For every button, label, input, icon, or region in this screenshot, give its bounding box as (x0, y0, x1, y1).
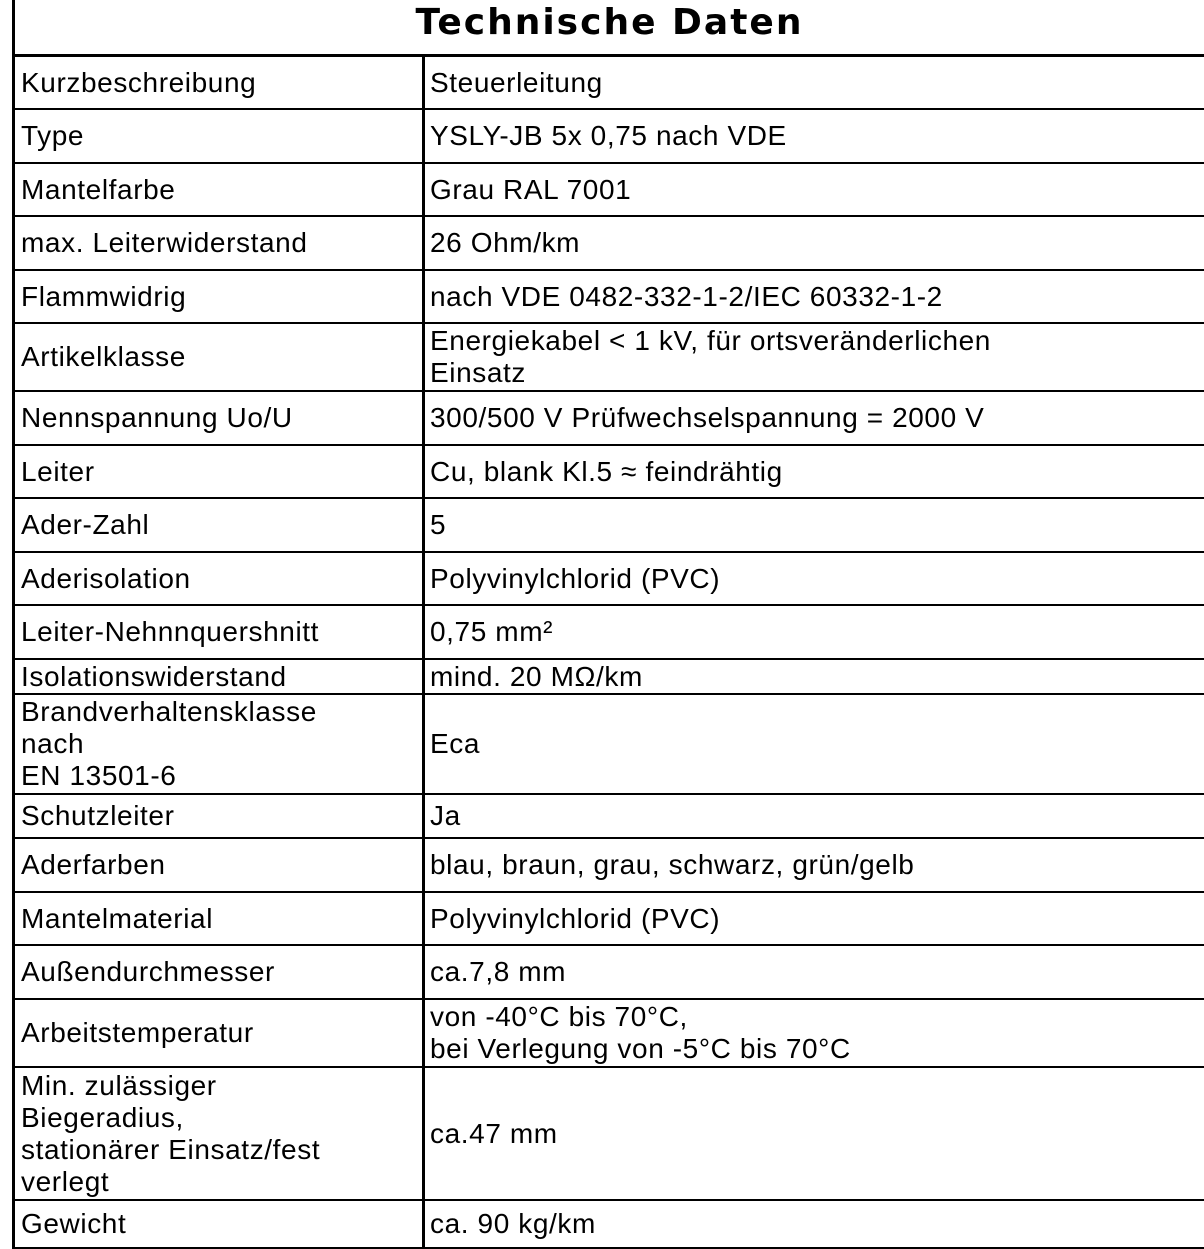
spec-label: Außendurchmesser (14, 945, 424, 999)
table-row (14, 838, 1204, 892)
table-row (14, 999, 1204, 1067)
spec-label: Aderisolation (14, 552, 424, 605)
spec-value: YSLY-JB 5x 0,75 nach VDE (424, 109, 1204, 163)
spec-value: Steuerleitung (424, 57, 1204, 109)
spec-value: Polyvinylchlorid (PVC) (424, 552, 1204, 605)
spec-label: Arbeitstemperatur (14, 999, 424, 1067)
spec-label: Schutzleiter (14, 794, 424, 838)
spec-value: Eca (424, 694, 1204, 794)
table-row (14, 605, 1204, 659)
spec-value: ca. 90 kg/km (424, 1200, 1204, 1248)
page-title: Technische Daten (416, 2, 804, 43)
table-row (14, 270, 1204, 323)
table-row (14, 1067, 1204, 1200)
table-row (14, 659, 1204, 694)
spec-label: Mantelfarbe (14, 163, 424, 216)
spec-label: Type (14, 109, 424, 163)
table-row (14, 498, 1204, 552)
spec-label: Mantelmaterial (14, 892, 424, 945)
spec-label: Aderfarben (14, 838, 424, 892)
spec-value: mind. 20 MΩ/km (424, 659, 1204, 694)
spec-value: Ja (424, 794, 1204, 838)
spec-label: Brandverhaltensklasse nach EN 13501-6 (14, 694, 424, 794)
spec-label: Kurzbeschreibung (14, 57, 424, 109)
spec-value: Grau RAL 7001 (424, 163, 1204, 216)
spec-label: Flammwidrig (14, 270, 424, 323)
table-row (14, 794, 1204, 838)
spec-table (12, 57, 1204, 1249)
table-row (14, 892, 1204, 945)
table-row (14, 391, 1204, 445)
table-row (14, 694, 1204, 794)
spec-label: Isolationswiderstand (14, 659, 424, 694)
spec-table-body (14, 57, 1204, 1248)
table-row (14, 57, 1204, 109)
table-row (14, 216, 1204, 270)
table-row (14, 945, 1204, 999)
spec-value: 300/500 V Prüfwechselspannung = 2000 V (424, 391, 1204, 445)
title-row (12, 0, 1204, 57)
spec-value: ca.7,8 mm (424, 945, 1204, 999)
spec-value: blau, braun, grau, schwarz, grün/gelb (424, 838, 1204, 892)
spec-value: nach VDE 0482-332-1-2/IEC 60332-1-2 (424, 270, 1204, 323)
table-row (14, 109, 1204, 163)
table-row (14, 163, 1204, 216)
spec-label: max. Leiterwiderstand (14, 216, 424, 270)
spec-value: 26 Ohm/km (424, 216, 1204, 270)
spec-label: Ader-Zahl (14, 498, 424, 552)
table-row (14, 323, 1204, 391)
spec-label: Artikelklasse (14, 323, 424, 391)
spec-label: Min. zulässiger Biegeradius, stationärer Einsatz/fest verlegt (14, 1067, 424, 1200)
table-row (14, 445, 1204, 498)
spec-value: Polyvinylchlorid (PVC) (424, 892, 1204, 945)
spec-value: 5 (424, 498, 1204, 552)
spec-label: Leiter (14, 445, 424, 498)
spec-value: 0,75 mm² (424, 605, 1204, 659)
spec-value: ca.47 mm (424, 1067, 1204, 1200)
spec-label: Leiter-Nehnnquershnitt (14, 605, 424, 659)
spec-label: Gewicht (14, 1200, 424, 1248)
spec-value: Cu, blank Kl.5 ≈ feindrähtig (424, 445, 1204, 498)
table-row (14, 1200, 1204, 1248)
spec-value: Energiekabel < 1 kV, für ortsveränderlichen Einsatz (424, 323, 1204, 391)
table-row (14, 552, 1204, 605)
spec-label: Nennspannung Uo/U (14, 391, 424, 445)
spec-value: von -40°C bis 70°C, bei Verlegung von -5°C bis 70°C (424, 999, 1204, 1067)
